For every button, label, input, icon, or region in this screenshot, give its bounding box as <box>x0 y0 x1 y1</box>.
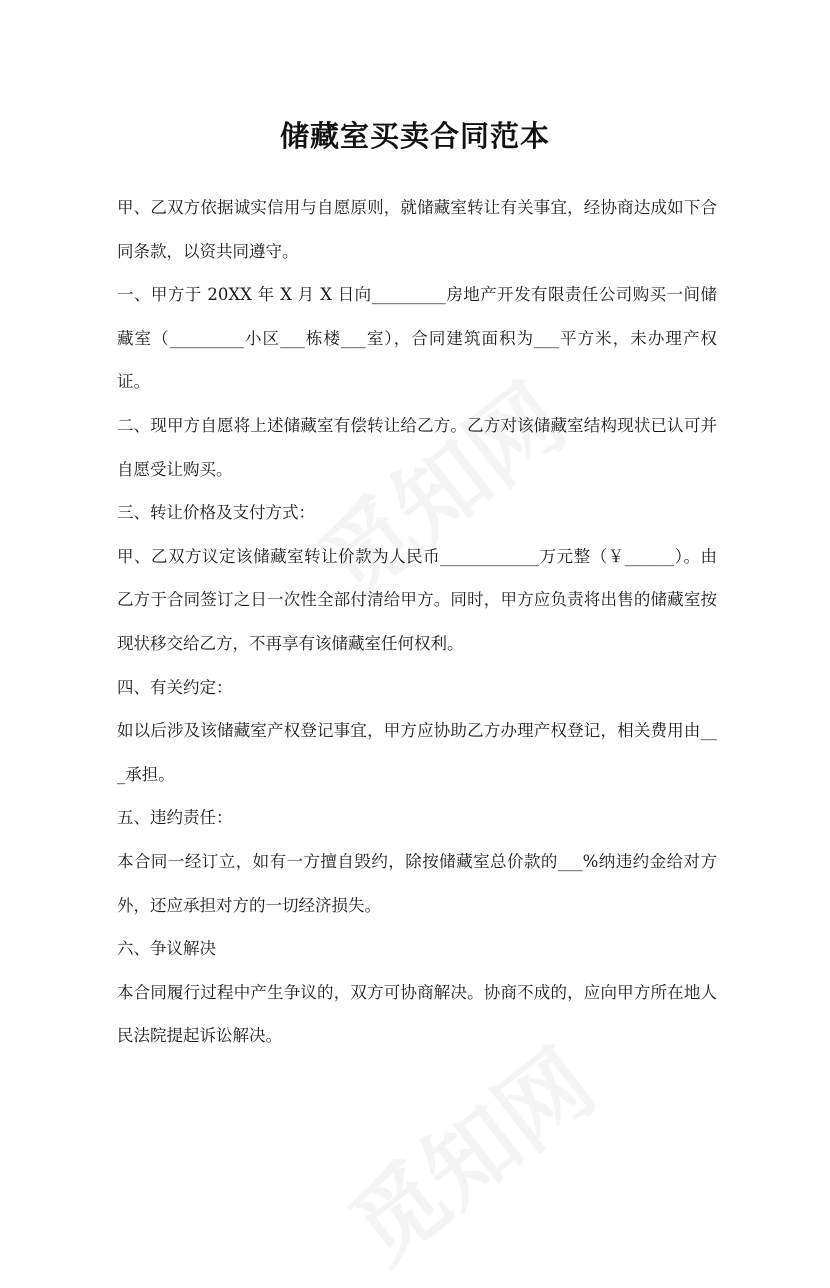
document-title: 储藏室买卖合同范本 <box>279 119 550 153</box>
section-heading-liability: 五、违约责任： <box>117 808 233 828</box>
agreement-paragraph: 如以后涉及该储藏室产权登记事宜，甲方应协助乙方办理产权登记，相关费用由___承担。 <box>117 721 717 784</box>
intro-paragraph: 甲、乙双方依据诚实信用与自愿原则，就储藏室转让有关事宜，经协商达成如下合同条款，以资共同遵守。 <box>117 198 717 261</box>
section-heading-agreement: 四、有关约定： <box>117 677 233 697</box>
section-heading-price: 三、转让价格及支付方式： <box>117 503 315 523</box>
liability-paragraph: 本合同一经订立，如有一方擅自毁约，除按储藏室总价款的___%纳违约金给对方外，还应承担对方的一切经济损失。 <box>117 851 717 915</box>
section-heading-dispute: 六、争议解决 <box>117 939 216 959</box>
price-paragraph: 甲、乙双方议定该储藏室转让价款为人民币____________万元整（￥______）。由乙方于合同签订之日一次性全部付清给甲方。同时，甲方应负责将出售的储藏室按现状移交给乙方，不再享有该储藏室任何权利。 <box>117 546 717 653</box>
document-body <box>117 186 717 1058</box>
clause-1-paragraph: 一、甲方于 20XX 年 X 月 X 日向_________房地产开发有限责任公司购买一间储藏室（_________小区___栋楼___室），合同建筑面积为___平方米，未办理产权证。 <box>117 285 717 392</box>
dispute-paragraph: 本合同履行过程中产生争议的，双方可协商解决。协商不成的，应向甲方所在地人民法院提起诉讼解决。 <box>117 982 717 1046</box>
clause-2-paragraph: 二、现甲方自愿将上述储藏室有偿转让给乙方。乙方对该储藏室结构现状已认可并自愿受让购买。 <box>117 415 717 479</box>
